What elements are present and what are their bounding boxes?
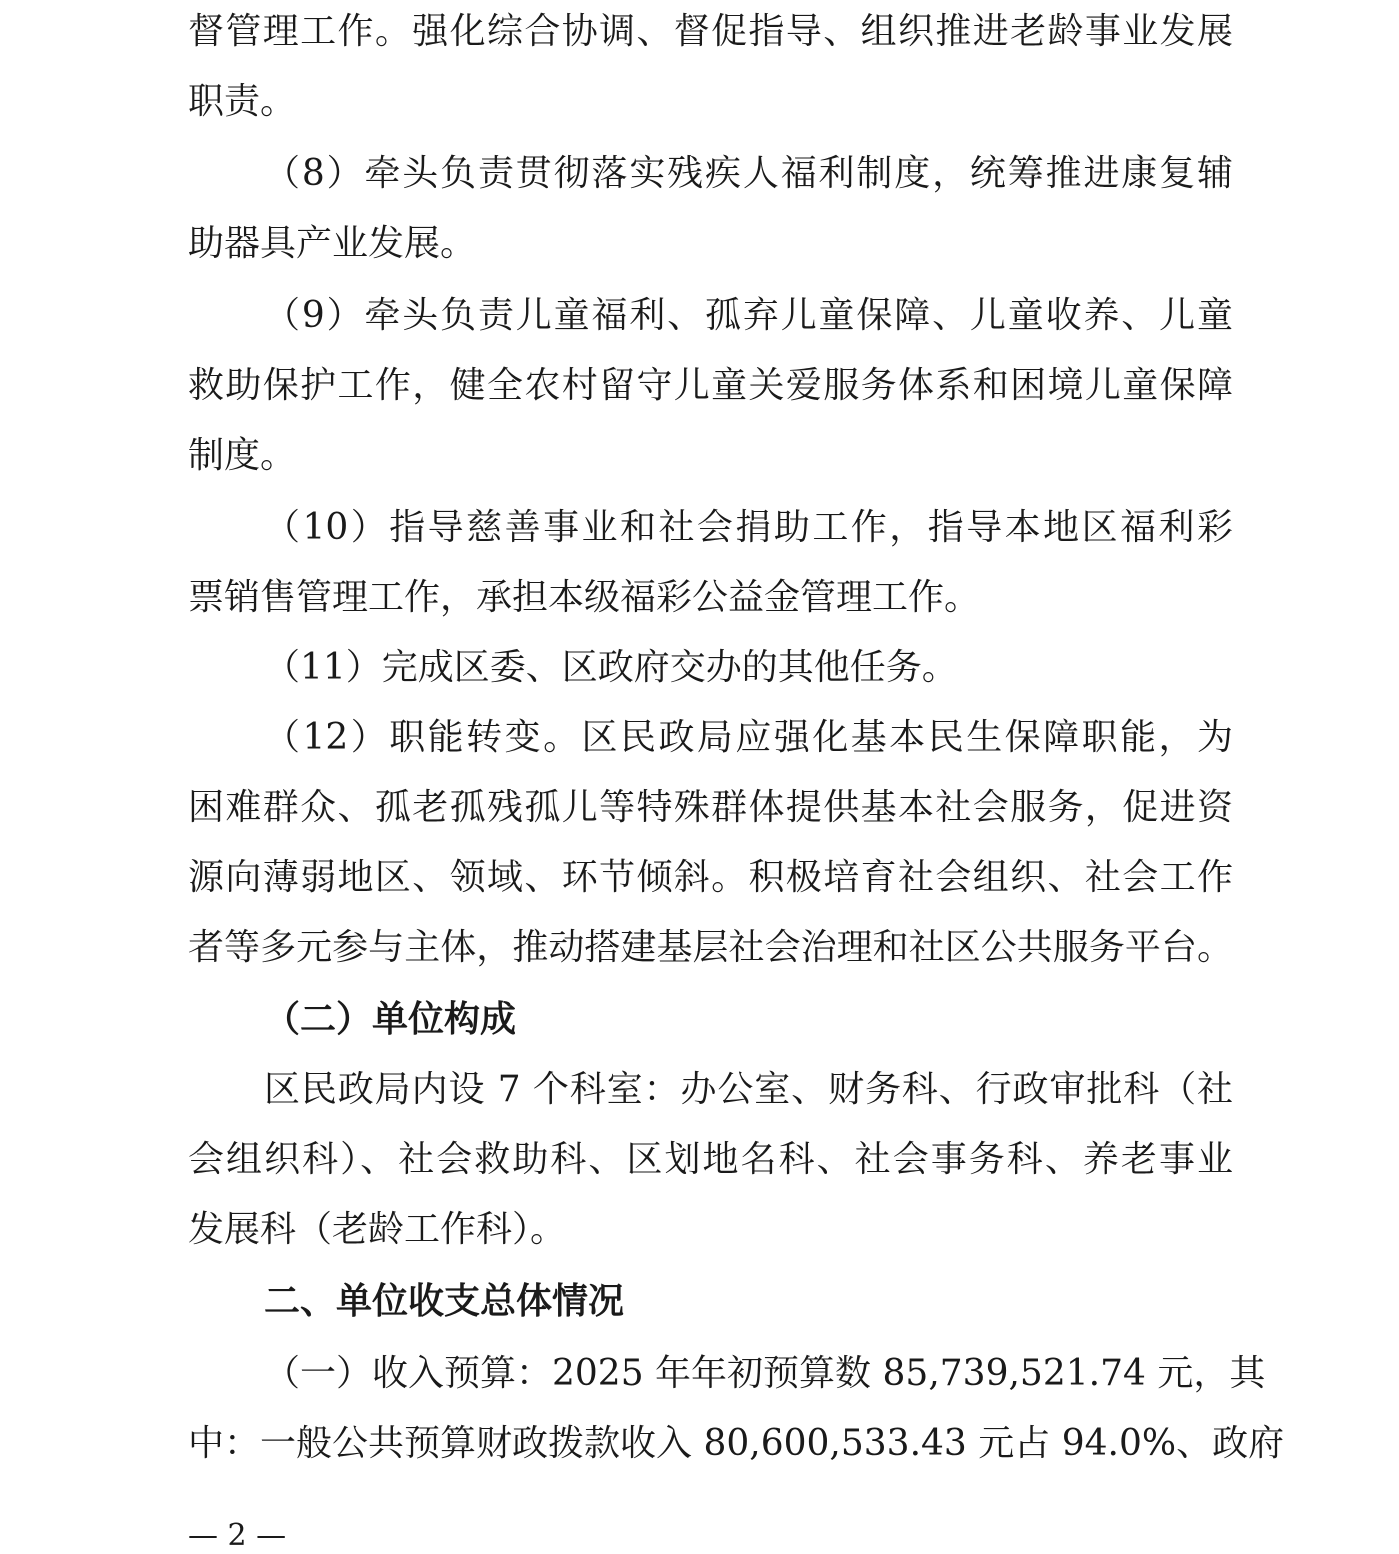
paragraph-line: 困难群众、孤老孤残孤儿等特殊群体提供基本社会服务，促进资 <box>188 787 1233 828</box>
paragraph-line: 源向薄弱地区、领域、环节倾斜。积极培育社会组织、社会工作 <box>188 857 1233 898</box>
page-number: — 2 — <box>188 1518 287 1553</box>
paragraph-line: 会组织科）、社会救助科、区划地名科、社会事务科、养老事业 <box>188 1139 1233 1180</box>
paragraph-line-item-8: （8）牵头负责贯彻落实残疾人福利制度，统筹推进康复辅 <box>264 153 1233 194</box>
paragraph-line: 救助保护工作，健全农村留守儿童关爱服务体系和困境儿童保障 <box>188 365 1233 406</box>
paragraph-line: 者等多元参与主体，推动搭建基层社会治理和社区公共服务平台。 <box>188 927 1233 968</box>
paragraph-line-item-9: （9）牵头负责儿童福利、孤弃儿童保障、儿童收养、儿童 <box>264 295 1233 336</box>
paragraph-line: 职责。 <box>188 81 297 122</box>
paragraph-line: 督管理工作。强化综合协调、督促指导、组织推进老龄事业发展 <box>188 11 1233 52</box>
paragraph-line: 区民政局内设 7 个科室：办公室、财务科、行政审批科（社 <box>264 1069 1233 1110</box>
section-subheading: （二）单位构成 <box>264 999 517 1040</box>
paragraph-line-item-11: （11）完成区委、区政府交办的其他任务。 <box>264 647 958 688</box>
paragraph-line: 票销售管理工作，承担本级福彩公益金管理工作。 <box>188 577 981 618</box>
paragraph-line: 助器具产业发展。 <box>188 223 477 264</box>
paragraph-line: 制度。 <box>188 435 297 476</box>
paragraph-line-item-12: （12）职能转变。区民政局应强化基本民生保障职能，为 <box>264 717 1233 758</box>
section-heading: 二、单位收支总体情况 <box>264 1281 625 1322</box>
paragraph-line-item-10: （10）指导慈善事业和社会捐助工作，指导本地区福利彩 <box>264 507 1233 548</box>
paragraph-line: 发展科（老龄工作科）。 <box>188 1209 567 1250</box>
paragraph-line: （一）收入预算：2025 年年初预算数 85,739,521.74 元，其 <box>264 1353 1266 1394</box>
paragraph-line: 中：一般公共预算财政拨款收入 80,600,533.43 元占 94.0%、政府 <box>188 1423 1285 1464</box>
